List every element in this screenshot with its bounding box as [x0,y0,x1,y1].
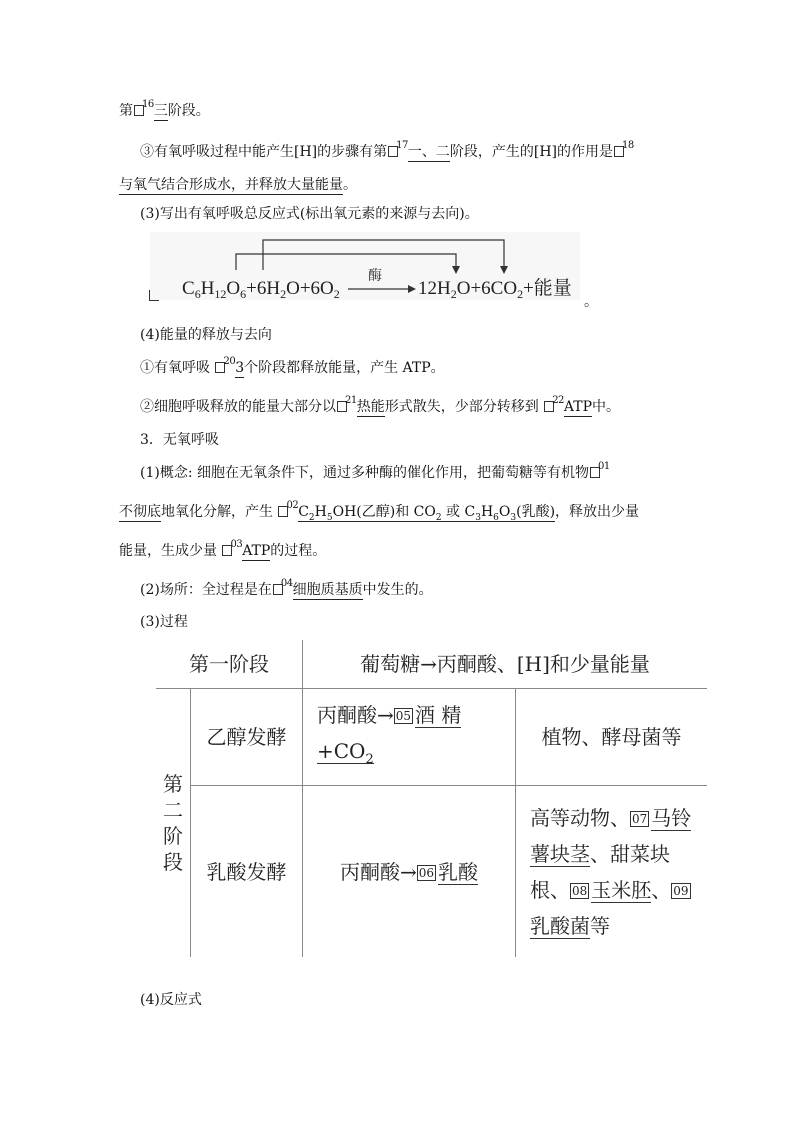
line-location: (2)场所：全过程是在 $^{04}$细胞质基质中发生的。 [140,578,433,598]
stage1-label: 第一阶段 [156,640,303,689]
answer-products: $C_2H_5OH$(乙醇)和 $CO_2$ 或 $C_3H_6O_3$(乳酸) [298,504,556,523]
stage2-label: 第 二 阶 段 [156,689,191,958]
lactic-fermentation-label: 乳酸发酵 [191,786,303,958]
process-table [155,639,708,958]
line-stage-three: 第 $^{16}$三阶段。 [119,99,210,119]
heading-anaerobic: 3．无氧呼吸 [140,432,219,448]
answer-h-function: 与氧气结合形成水，并释放大量能量 [119,177,343,193]
line-h-function: 与氧气结合形成水，并释放大量能量。 [119,177,357,193]
lactic-fermentation-reaction: 丙酮酸→ 06 乳酸 [303,786,516,958]
equation-diagram [150,232,600,302]
line-energy-stages: ①有氧呼吸 $^{20}$3个阶段都释放能量，产生 ATP。 [140,356,445,376]
answer-heat: 热能 [356,399,385,415]
blank-box: 07 [632,811,648,826]
answer-potato: 马铃薯块茎 [530,805,692,866]
lactic-fermentation-organisms: 高等动物、 07 马铃薯块茎、甜菜块根、 08 玉米胚、 09乳酸菌等 [516,786,708,958]
answer-atp: ATP [563,399,593,415]
answer-cytoplasm: 细胞质基质 [292,582,363,598]
heading-energy: (4)能量的释放与去向 [140,327,272,343]
blank-box: 06 [418,865,435,880]
line-h-steps: ③有氧呼吸过程中能产生[H]的步骤有第 $^{17}$一、二阶段，产生的[H]的作用是 $^{18}$ [140,140,634,160]
table-row [156,689,708,786]
equation-period: 。 [584,294,598,310]
answer-atp-small: ATP [242,543,271,559]
answer-corn: 玉米胚 [591,877,652,902]
stage1-description: 葡萄糖→丙酮酸、[H]和少量能量 [303,640,708,689]
alcohol-fermentation-label: 乙醇发酵 [191,689,303,786]
products: $12H_2O+6CO_2+$能量 [418,278,572,301]
heading-equation: (3)写出有氧呼吸总反应式(标出氧元素的来源与去向)。 [140,206,479,222]
line-energy-destination: ②细胞呼吸释放的能量大部分以 $^{21}$热能形式散失，少部分转移到 $^{22}$ATP中。 [140,395,621,415]
heading-reaction: (4)反应式 [140,992,202,1008]
blank-box: 09 [673,883,689,898]
table-row [156,786,708,958]
enzyme-label: 酶 [368,268,382,284]
table-row [156,640,708,689]
blank-box: 08 [572,883,588,898]
answer-h-stages: 一、二 [407,144,450,160]
answer-lactic: 乳酸 [438,859,479,884]
reactants: $C_6H_{12}O_6+6H_2O+6O_2$ [182,278,340,301]
answer-alcohol: 酒 精 [415,702,462,727]
alcohol-fermentation-organisms: 植物、酵母菌等 [516,689,708,786]
line-concept-products: 不彻底地氧化分解，产生 $^{02}C_2H_5OH$(乙醇)和 $CO_2$ 或 $C_3H_6O_3$(乳酸)，释放出少量 [119,500,640,523]
answer-co2: $+CO_2$ [317,738,374,767]
alcohol-fermentation-reaction: 丙酮酸→ 05 酒 精 $+CO_2$ [303,689,516,786]
heading-process: (3)过程 [140,614,188,630]
answer-bacteria: 乳酸菌 [530,913,590,938]
line-concept-atp: 能量，生成少量 $^{03}$ATP的过程。 [119,539,327,559]
answer-stage-count: 3 [235,360,245,376]
blank-box: 05 [395,708,412,723]
answer-stage: 三 [153,103,168,119]
line-concept: (1)概念: 细胞在无氧条件下，通过多种酶的催化作用，把葡萄糖等有机物 $^{01}$ [140,461,610,481]
answer-incomplete: 不彻底 [119,504,161,520]
